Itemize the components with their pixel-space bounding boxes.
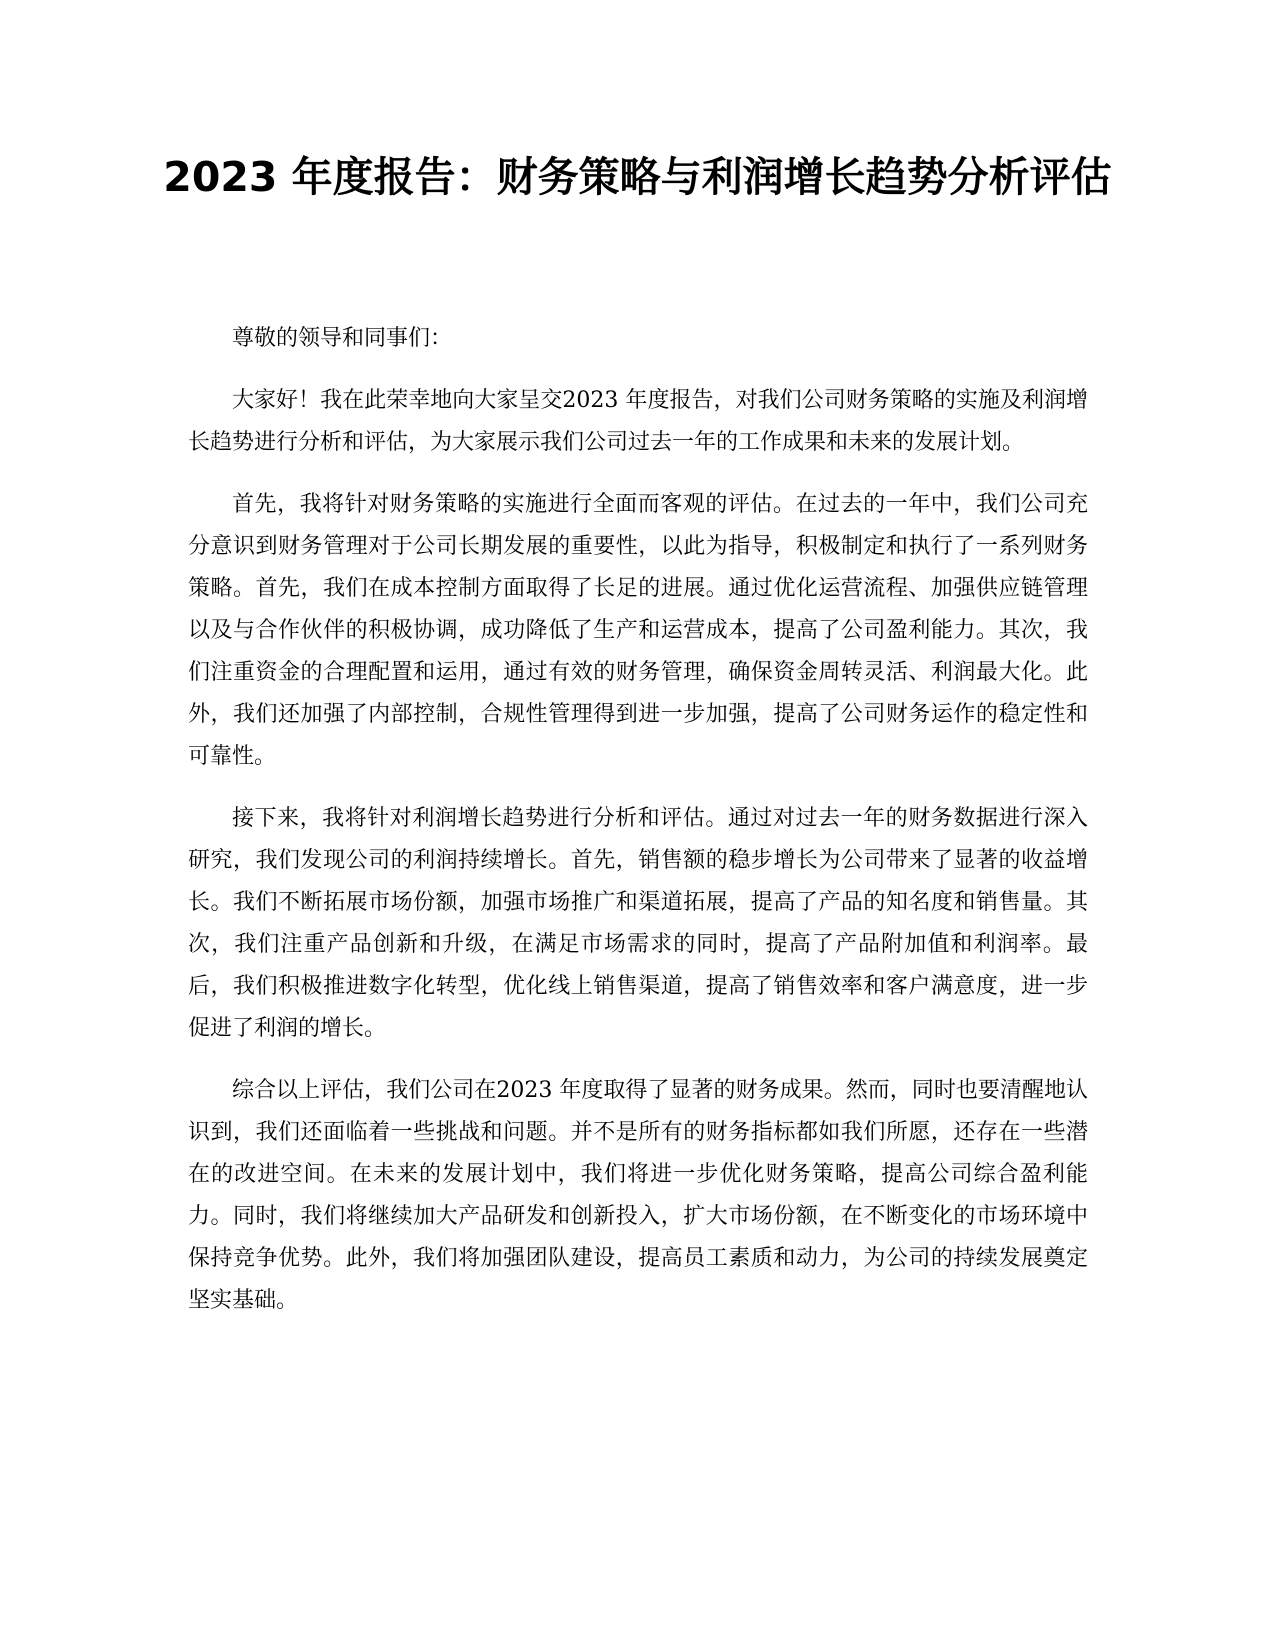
document-body bbox=[188, 318, 1088, 1342]
salutation: 尊敬的领导和同事们： bbox=[232, 326, 453, 351]
paragraph-financial-strategy: 首先，我将针对财务策略的实施进行全面而客观的评估。在过去的一年中，我们公司充分意识到财务管理对于公司长期发展的重要性，以此为指导，积极制定和执行了一系列财务策略。首先，我们在成本控制方面取得了长足的进展。通过优化运营流程、加强供应链管理以及与合作伙伴的积极协调，成功降低了生产和运营成本，提高了公司盈利能力。其次，我们注重资金的合理配置和运用，通过有效的财务管理，确保资金周转灵活、利润最大化。此外，我们还加强了内部控制，合规性管理得到进一步加强，提高了公司财务运作的稳定性和可靠性。 bbox=[188, 492, 1088, 769]
paragraph-profit-growth: 接下来，我将针对利润增长趋势进行分析和评估。通过对过去一年的财务数据进行深入研究，我们发现公司的利润持续增长。首先，销售额的稳步增长为公司带来了显著的收益增长。我们不断拓展市场份额，加强市场推广和渠道拓展，提高了产品的知名度和销售量。其次，我们注重产品创新和升级，在满足市场需求的同时，提高了产品附加值和利润率。最后，我们积极推进数字化转型，优化线上销售渠道，提高了销售效率和客户满意度，进一步促进了利润的增长。 bbox=[188, 806, 1088, 1041]
document-title: 2023 年度报告：财务策略与利润增长趋势分析评估 bbox=[163, 153, 1112, 201]
paragraph-intro: 大家好！我在此荣幸地向大家呈交2023 年度报告，对我们公司财务策略的实施及利润增长趋势进行分析和评估，为大家展示我们公司过去一年的工作成果和未来的发展计划。 bbox=[188, 388, 1088, 455]
paragraph-conclusion: 综合以上评估，我们公司在2023 年度取得了显著的财务成果。然而，同时也要清醒地认识到，我们还面临着一些挑战和问题。并不是所有的财务指标都如我们所愿，还存在一些潜在的改进空间。在未来的发展计划中，我们将进一步优化财务策略，提高公司综合盈利能力。同时，我们将继续加大产品研发和创新投入，扩大市场份额，在不断变化的市场环境中保持竞争优势。此外，我们将加强团队建设，提高员工素质和动力，为公司的持续发展奠定坚实基础。 bbox=[188, 1078, 1088, 1313]
